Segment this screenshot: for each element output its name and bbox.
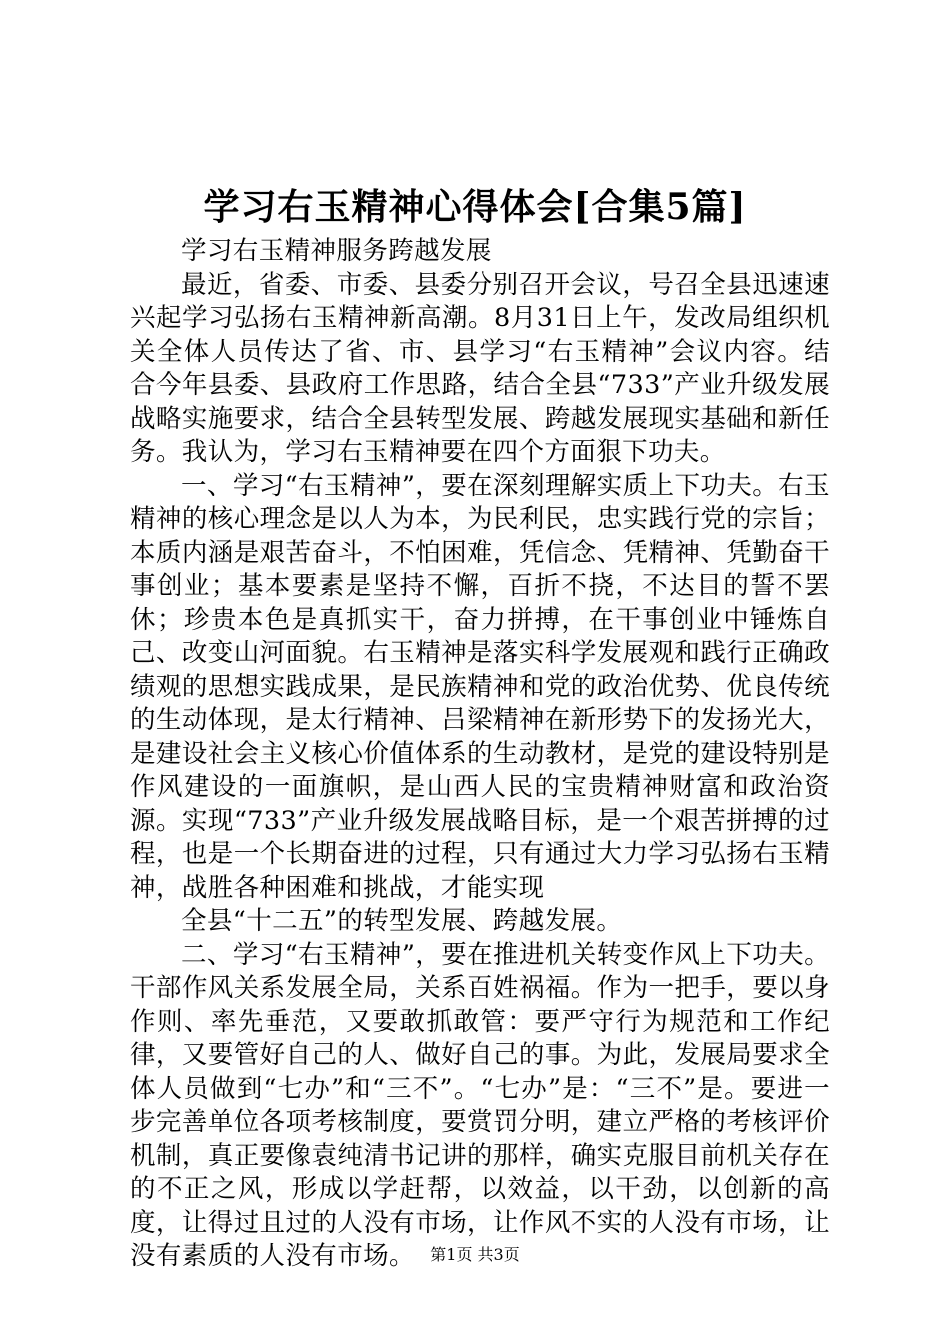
paragraph: 一、学习“右玉精神”，要在深刻理解实质上下功夫。右玉精神的核心理念是以人为本，为民利民，忠实践行党的宗旨；本质内涵是艰苦奋斗，不怕困难，凭信念、凭精神、凭勤奋干事创业；基本要素是坚持不懈，百折不挠，不达目的誓不罢休；珍贵本色是真抓实干，奋力拼搏，在干事创业中锤炼自己、改变山河面貌。右玉精神是落实科学发展观和践行正确政绩观的思想实践成果，是民族精神和党的政治优势、优良传统的生动体现，是太行精神、吕梁精神在新形势下的发扬光大，是建设社会主义核心价值体系的生动教材，是党的建设特别是作风建设的一面旗帜，是山西人民的宝贵精神财富和政治资源。实现“733”产业升级发展战略目标，是一个艰苦拼搏的过程，也是一个长期奋进的过程，只有通过大力学习弘扬右玉精神，战胜各种困难和挑战，才能实现 bbox=[130, 470, 830, 903]
section-heading: 学习右玉精神服务跨越发展 bbox=[181, 236, 492, 266]
document-title: 学习右玉精神心得体会[合集5篇] bbox=[203, 186, 747, 228]
paragraph: 最近，省委、市委、县委分别召开会议，号召全县迅速速兴起学习弘扬右玉精神新高潮。8月31日上午，发改局组织机关全体人员传达了省、市、县学习“右玉精神”会议内容。结合今年县委、县政府工作思路，结合全县“733”产业升级发展战略实施要求，结合全县转型发展、跨越发展现实基础和新任务。我认为，学习右玉精神要在四个方面狠下功夫。 bbox=[130, 269, 830, 467]
paragraph: 二、学习“右玉精神”，要在推进机关转变作风上下功夫。干部作风关系发展全局，关系百姓祸福。作为一把手，要以身作则、率先垂范，又要敢抓敢管：要严守行为规范和工作纪律，又要管好自己的人、做好自己的事。为此，发展局要求全体人员做到“七办”和“三不”。“七办”是：“三不”是。要进一步完善单位各项考核制度，要赏罚分明，建立严格的考核评价机制，真正要像袁纯清书记讲的那样，确实克服目前机关存在的不正之风，形成以学赶帮，以效益，以干劲，以创新的高度，让得过且过的人没有市场，让作风不实的人没有市场，让没有素质的人没有市场。 bbox=[130, 939, 830, 1271]
paragraph: 全县“十二五”的转型发展、跨越发展。 bbox=[181, 906, 623, 936]
page-footer: 第1页 共3页 bbox=[430, 1245, 520, 1264]
document-body bbox=[130, 235, 830, 1274]
